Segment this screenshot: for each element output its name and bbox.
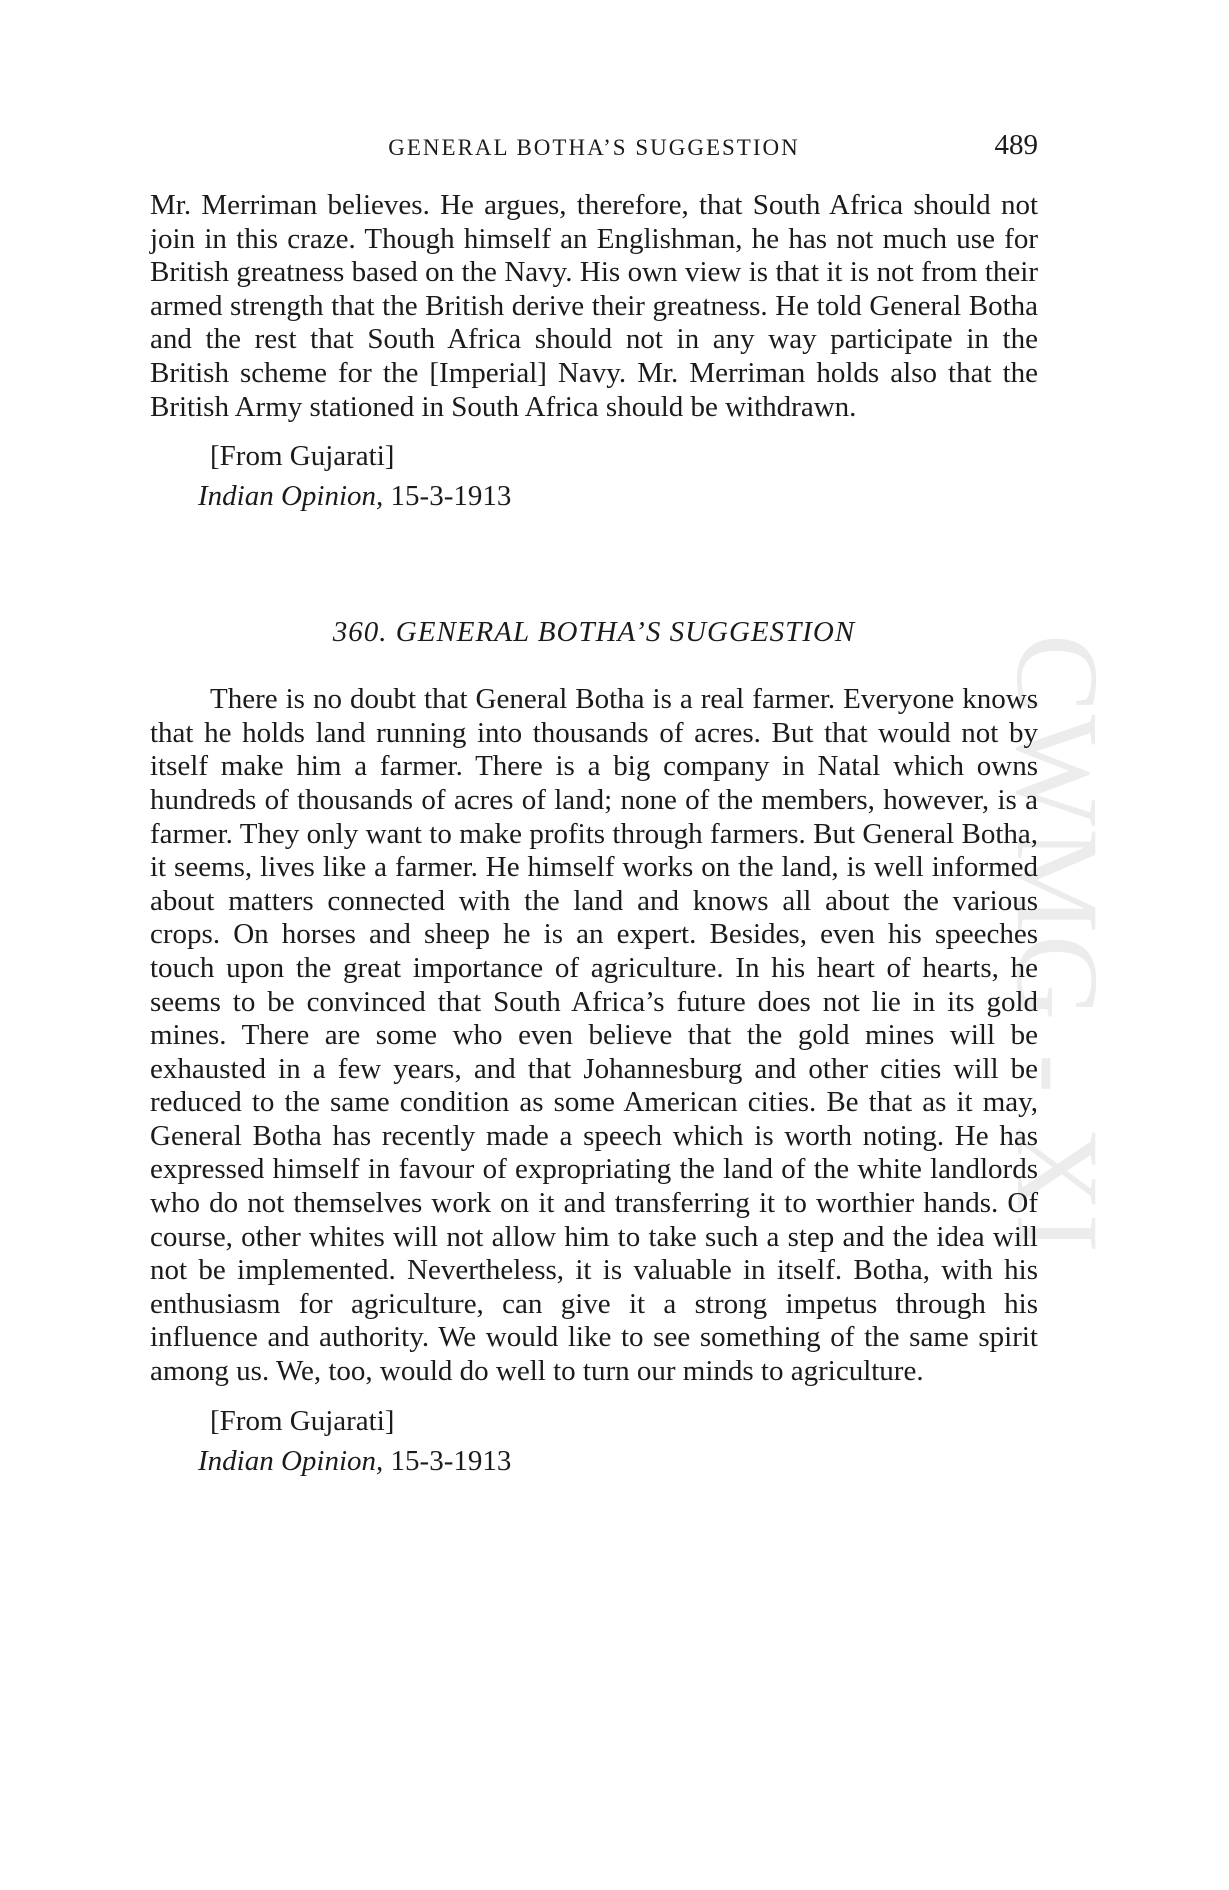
document-page: [150, 125, 1038, 1481]
running-header: [150, 125, 1038, 169]
source-note: [From Gujarati]: [210, 1404, 395, 1437]
page-number: 489: [994, 129, 1038, 161]
citation-date: 15-3-1913: [390, 480, 512, 513]
article-heading: 360. GENERAL BOTHA’S SUGGESTION: [332, 616, 856, 649]
article: [150, 616, 1038, 1480]
running-title: GENERAL BOTHA’S SUGGESTION: [388, 135, 800, 160]
watermark: CWMG - XI: [992, 634, 1123, 1256]
citation-journal: Indian Opinion,: [198, 480, 384, 513]
citation: [198, 476, 1038, 516]
citation: [198, 1441, 1038, 1481]
continued-paragraph: Mr. Merriman believes. He argues, therefore, that South Africa should not join in this craze. Though himself an Englishman, he has not much use for British greatness based on the Navy. His own view is that it is not from their armed strength that the British derive their greatness. He told General Botha and the rest that South Africa should not in any way participate in the British scheme for the [Imperial] Navy. Mr. Merriman holds also that the British Army stationed in South Africa should be withdrawn.: [150, 189, 1038, 423]
article-paragraph: There is no doubt that General Botha is a real farmer. Everyone knows that he holds land running into thousands of acres. But that would not by itself make him a farmer. There is a big company in Natal which owns hundreds of thousands of acres of land; none of the members, however, is a farmer. They only want to make profits through farmers. But General Botha, it seems, lives like a farmer. He himself works on the land, is well informed about matters connected with the land and knows all about the various crops. On horses and sheep he is an expert. Besides, even his speeches touch upon the great importance of agriculture. In his heart of hearts, he seems to be convinced that South Africa’s future does not lie in its gold mines. There are some who even believe that the gold mines will be exhausted in a few years, and that Johannesburg and other cities will be reduced to the same condition as some American cities. Be that as it may, General Botha has recently made a speech which is worth noting. He has expressed himself in favour of expropriating the land of the white landlords who do not themselves work on it and transferring it to worthier hands. Of course, other whites will not allow him to take such a step and the idea will not be implemented. Nevertheless, it is valuable in itself. Botha, with his enthusiasm for agriculture, can give it a strong impetus through his influence and authority. We would like to see something of the same spirit among us. We, too, would do well to turn our minds to agriculture.: [150, 683, 1038, 1388]
previous-article-continuation: [150, 189, 1038, 516]
source-note: [From Gujarati]: [210, 440, 395, 473]
citation-journal: Indian Opinion,: [198, 1444, 384, 1477]
citation-date: 15-3-1913: [390, 1444, 512, 1477]
